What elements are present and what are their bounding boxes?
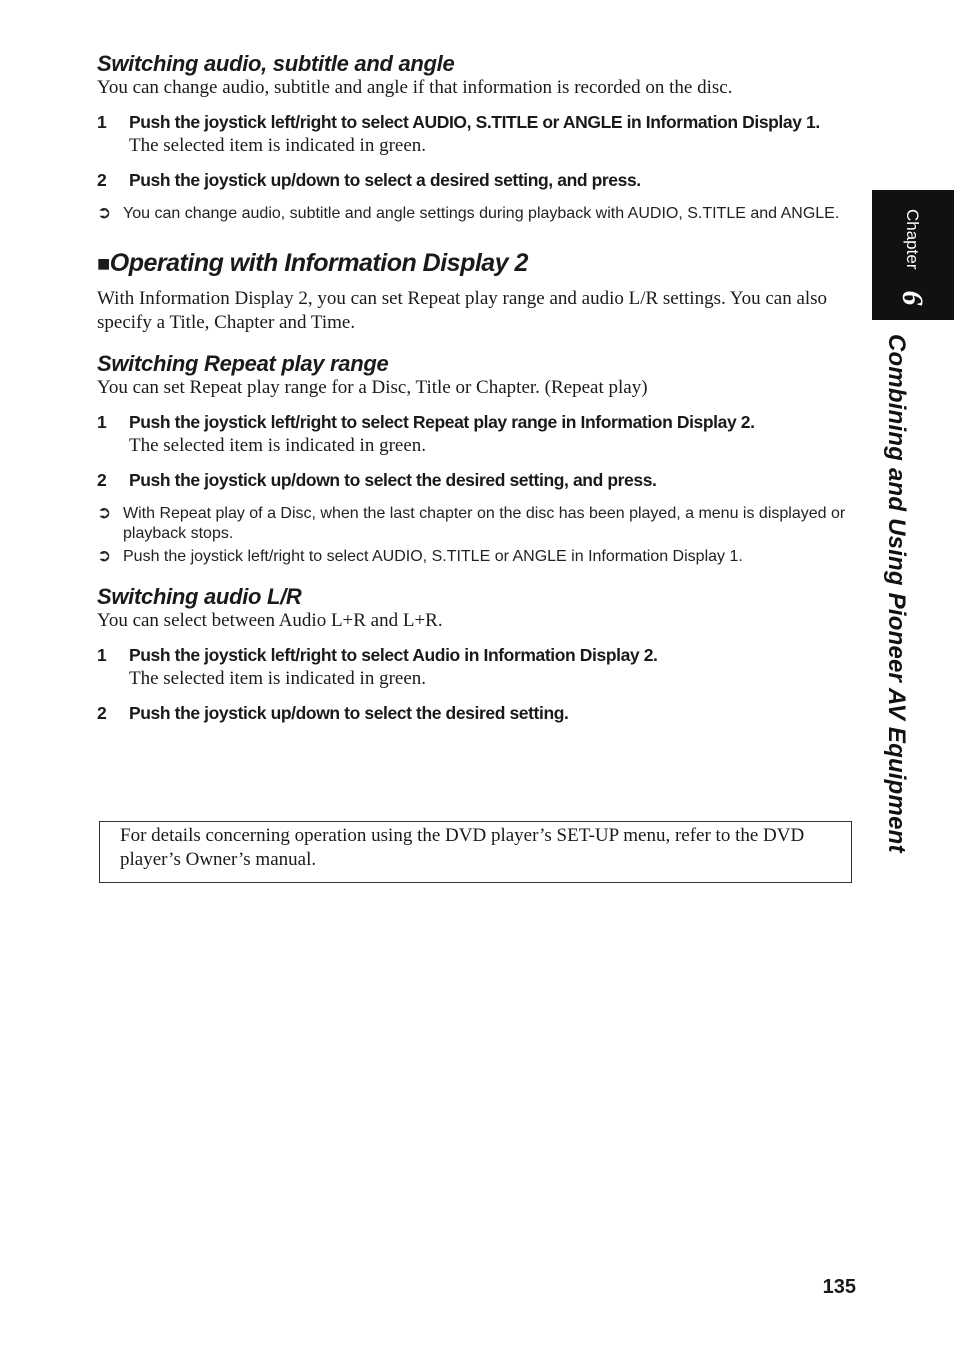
note-item [97, 504, 855, 544]
step-number: 2 [97, 703, 107, 723]
note-text: Push the joystick left/right to select AUDIO, S.TITLE or ANGLE in Information Display 1. [123, 548, 743, 565]
step-item [97, 411, 855, 434]
chapter-tab [872, 190, 954, 320]
step-item [97, 111, 855, 134]
step-item [97, 702, 855, 725]
note-item [97, 204, 855, 224]
section-intro: You can select between Audio L+R and L+R. [97, 610, 443, 631]
step-result: The selected item is indicated in green. [129, 435, 427, 456]
page-content [97, 50, 855, 725]
note-text: With Repeat play of a Disc, when the last chapter on the disc has been played, a menu is displayed or playback stops. [123, 505, 846, 542]
step-result: The selected item is indicated in green. [129, 135, 427, 156]
note-text: You can change audio, subtitle and angle settings during playback with AUDIO, S.TITLE and ANGLE. [123, 205, 840, 222]
note-arrow-icon: ➲ [97, 503, 112, 522]
step-number: 2 [97, 170, 107, 190]
step-number: 2 [97, 470, 107, 490]
chapter-label: Chapter [903, 208, 922, 270]
step-text: Push the joystick left/right to select Repeat play range in Information Display 2. [129, 412, 755, 432]
main-section-heading [97, 248, 855, 279]
chapter-number: 6 [896, 290, 929, 306]
note-item [97, 547, 855, 567]
step-text: Push the joystick up/down to select a desired setting, and press. [129, 170, 641, 190]
section-square-icon: ■ [97, 251, 110, 276]
step-text: Push the joystick up/down to select the desired setting, and press. [129, 470, 657, 490]
step-item [97, 469, 855, 492]
note-arrow-icon: ➲ [97, 203, 112, 222]
step-text: Push the joystick left/right to select AUDIO, S.TITLE or ANGLE in Information Display 1. [129, 112, 820, 132]
note-arrow-icon: ➲ [97, 546, 112, 565]
info-note-box: For details concerning operation using the DVD player’s SET-UP menu, refer to the DVD player’s Owner’s manual. [99, 821, 852, 883]
step-item [97, 169, 855, 192]
step-text: Push the joystick up/down to select the desired setting. [129, 703, 569, 723]
step-number: 1 [97, 112, 107, 132]
section-heading-audio-lr: Switching audio L/R [97, 584, 302, 609]
step-number: 1 [97, 645, 107, 665]
section-heading-repeat-play: Switching Repeat play range [97, 351, 389, 376]
main-section-title: Operating with Information Display 2 [109, 249, 528, 277]
section-intro: You can change audio, subtitle and angle if that information is recorded on the disc. [97, 77, 733, 98]
main-section-intro: With Information Display 2, you can set Repeat play range and audio L/R settings. You can also specify a Title, Chapter and Time. [97, 288, 828, 333]
step-number: 1 [97, 412, 107, 432]
page-number: 135 [822, 1276, 856, 1298]
step-text: Push the joystick left/right to select Audio in Information Display 2. [129, 645, 658, 665]
section-intro: You can set Repeat play range for a Disc, Title or Chapter. (Repeat play) [97, 377, 648, 398]
side-chapter-title: Combining and Using Pioneer AV Equipment [883, 334, 910, 853]
step-item [97, 644, 855, 667]
section-heading-audio-subtitle-angle: Switching audio, subtitle and angle [97, 51, 455, 76]
step-result: The selected item is indicated in green. [129, 668, 427, 689]
